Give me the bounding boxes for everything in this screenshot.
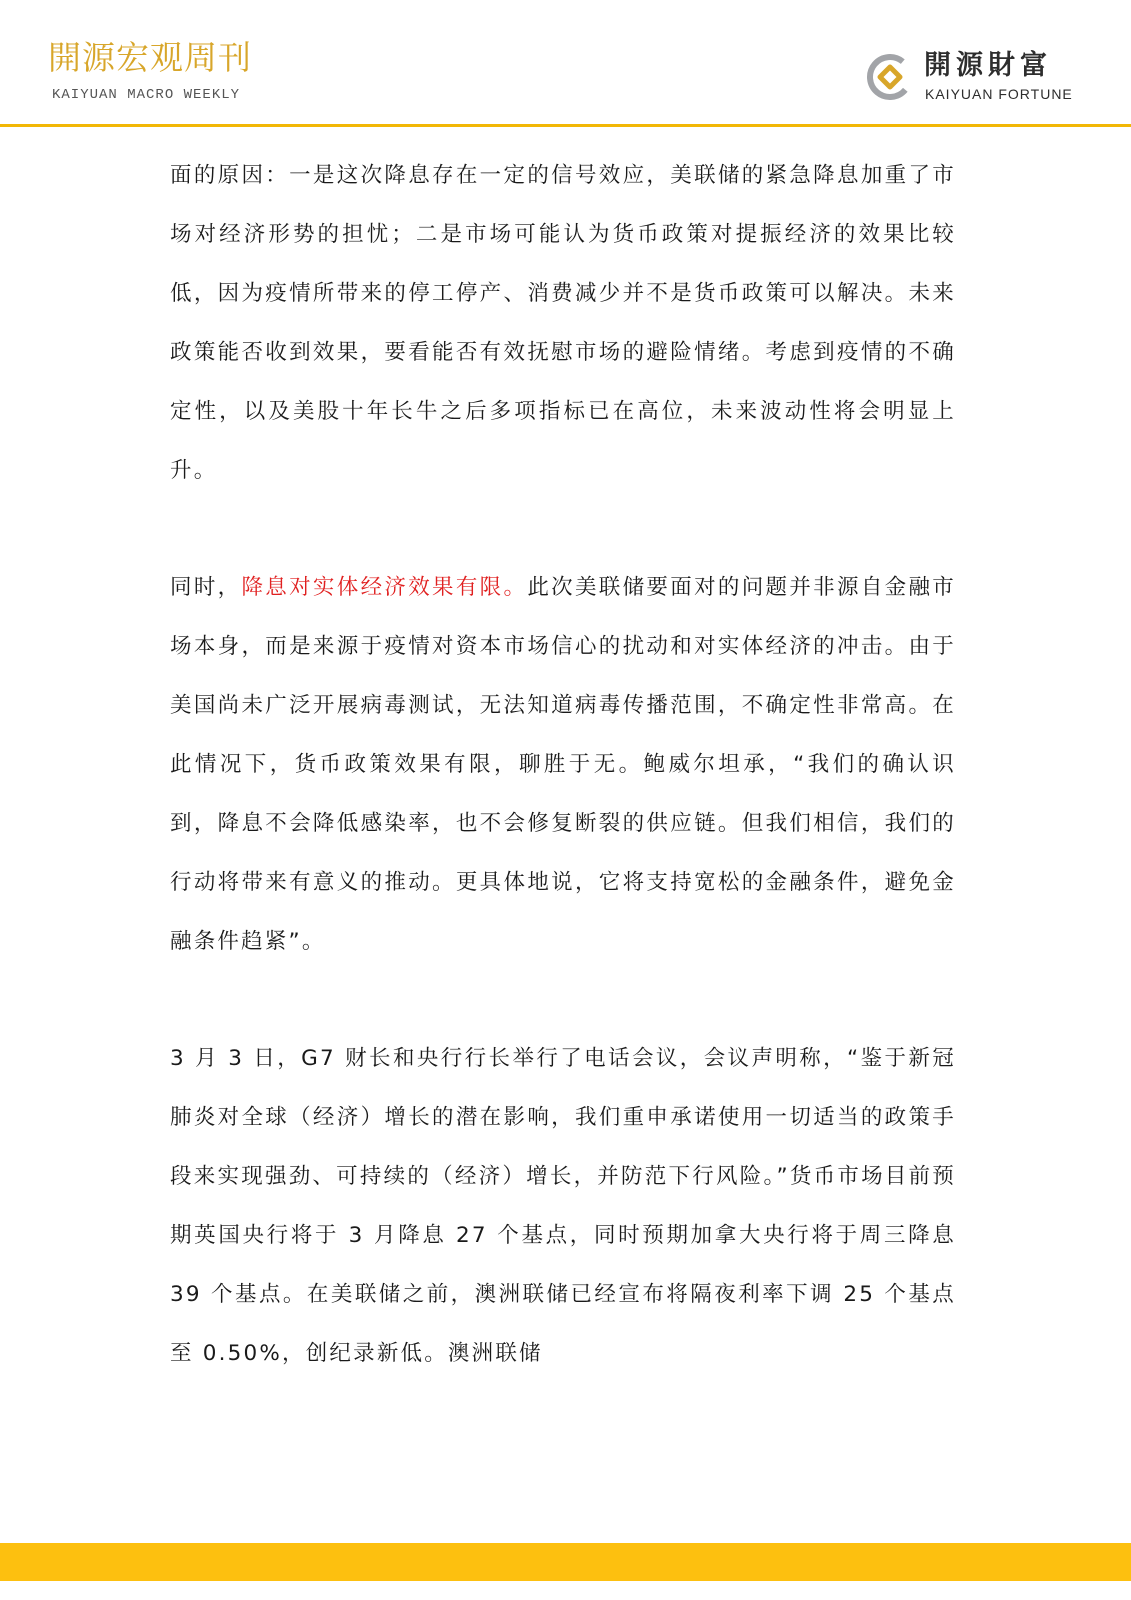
highlighted-key-point: 降息对实体经济效果有限。 — [241, 575, 528, 600]
kaiyuan-logo-icon — [866, 53, 914, 101]
publication-subtitle: KAIYUAN MACRO WEEKLY — [52, 87, 241, 103]
page-header — [0, 0, 1131, 127]
paragraph-g7-statement: 3 月 3 日，G7 财长和央行行长举行了电话会议，会议声明称，“鉴于新冠肺炎对全球（经济）增长的潜在影响，我们重申承诺使用一切适当的政策手段来实现强劲、可持续的（经济）增长，并防范下行风险。”货币市场目前预期英国央行将于 3 月降息 27 个基点，同时预期加拿大央行将于周三降息 39 个基点。在美联储之前，澳洲联储已经宣布将隔夜利率下调 25 个基点至 0.50%，创纪录新低。澳洲联储 — [170, 1046, 956, 1366]
paragraph-rate-cut-reasons: 面的原因：一是这次降息存在一定的信号效应，美联储的紧急降息加重了市场对经济形势的担忧；二是市场可能认为货币政策对提振经济的效果比较低，因为疫情所带来的停工停产、消费减少并不是货币政策可以解决。未来政策能否收到效果，要看能否有效抚慰市场的避险情绪。考虑到疫情的不确定性，以及美股十年长牛之后多项指标已在高位，未来波动性将会明显上升。 — [170, 163, 956, 483]
paragraph-limited-effect — [170, 558, 956, 971]
header-divider — [0, 124, 1131, 127]
logo-english-name: KAIYUAN FORTUNE — [925, 86, 1073, 102]
footer-band — [0, 1543, 1131, 1581]
logo-chinese-name: 開源財富 — [924, 50, 1052, 81]
paragraph-body-text: 此次美联储要面对的问题并非源自金融市场本身，而是来源于疫情对资本市场信心的扰动和对实体经济的冲击。由于美国尚未广泛开展病毒测试，无法知道病毒传播范围，不确定性非常高。在此情况下，货币政策效果有限，聊胜于无。鲍威尔坦承，“我们的确认识到，降息不会降低感染率，也不会修复断裂的供应链。但我们相信，我们的行动将带来有意义的推动。更具体地说，它将支持宽松的金融条件，避免金融条件趋紧”。 — [170, 575, 956, 954]
company-logo — [866, 50, 1096, 110]
paragraph-lead-text: 同时， — [170, 575, 242, 600]
article-body — [170, 146, 956, 1441]
publication-title: 開源宏观周刊 — [48, 38, 252, 77]
